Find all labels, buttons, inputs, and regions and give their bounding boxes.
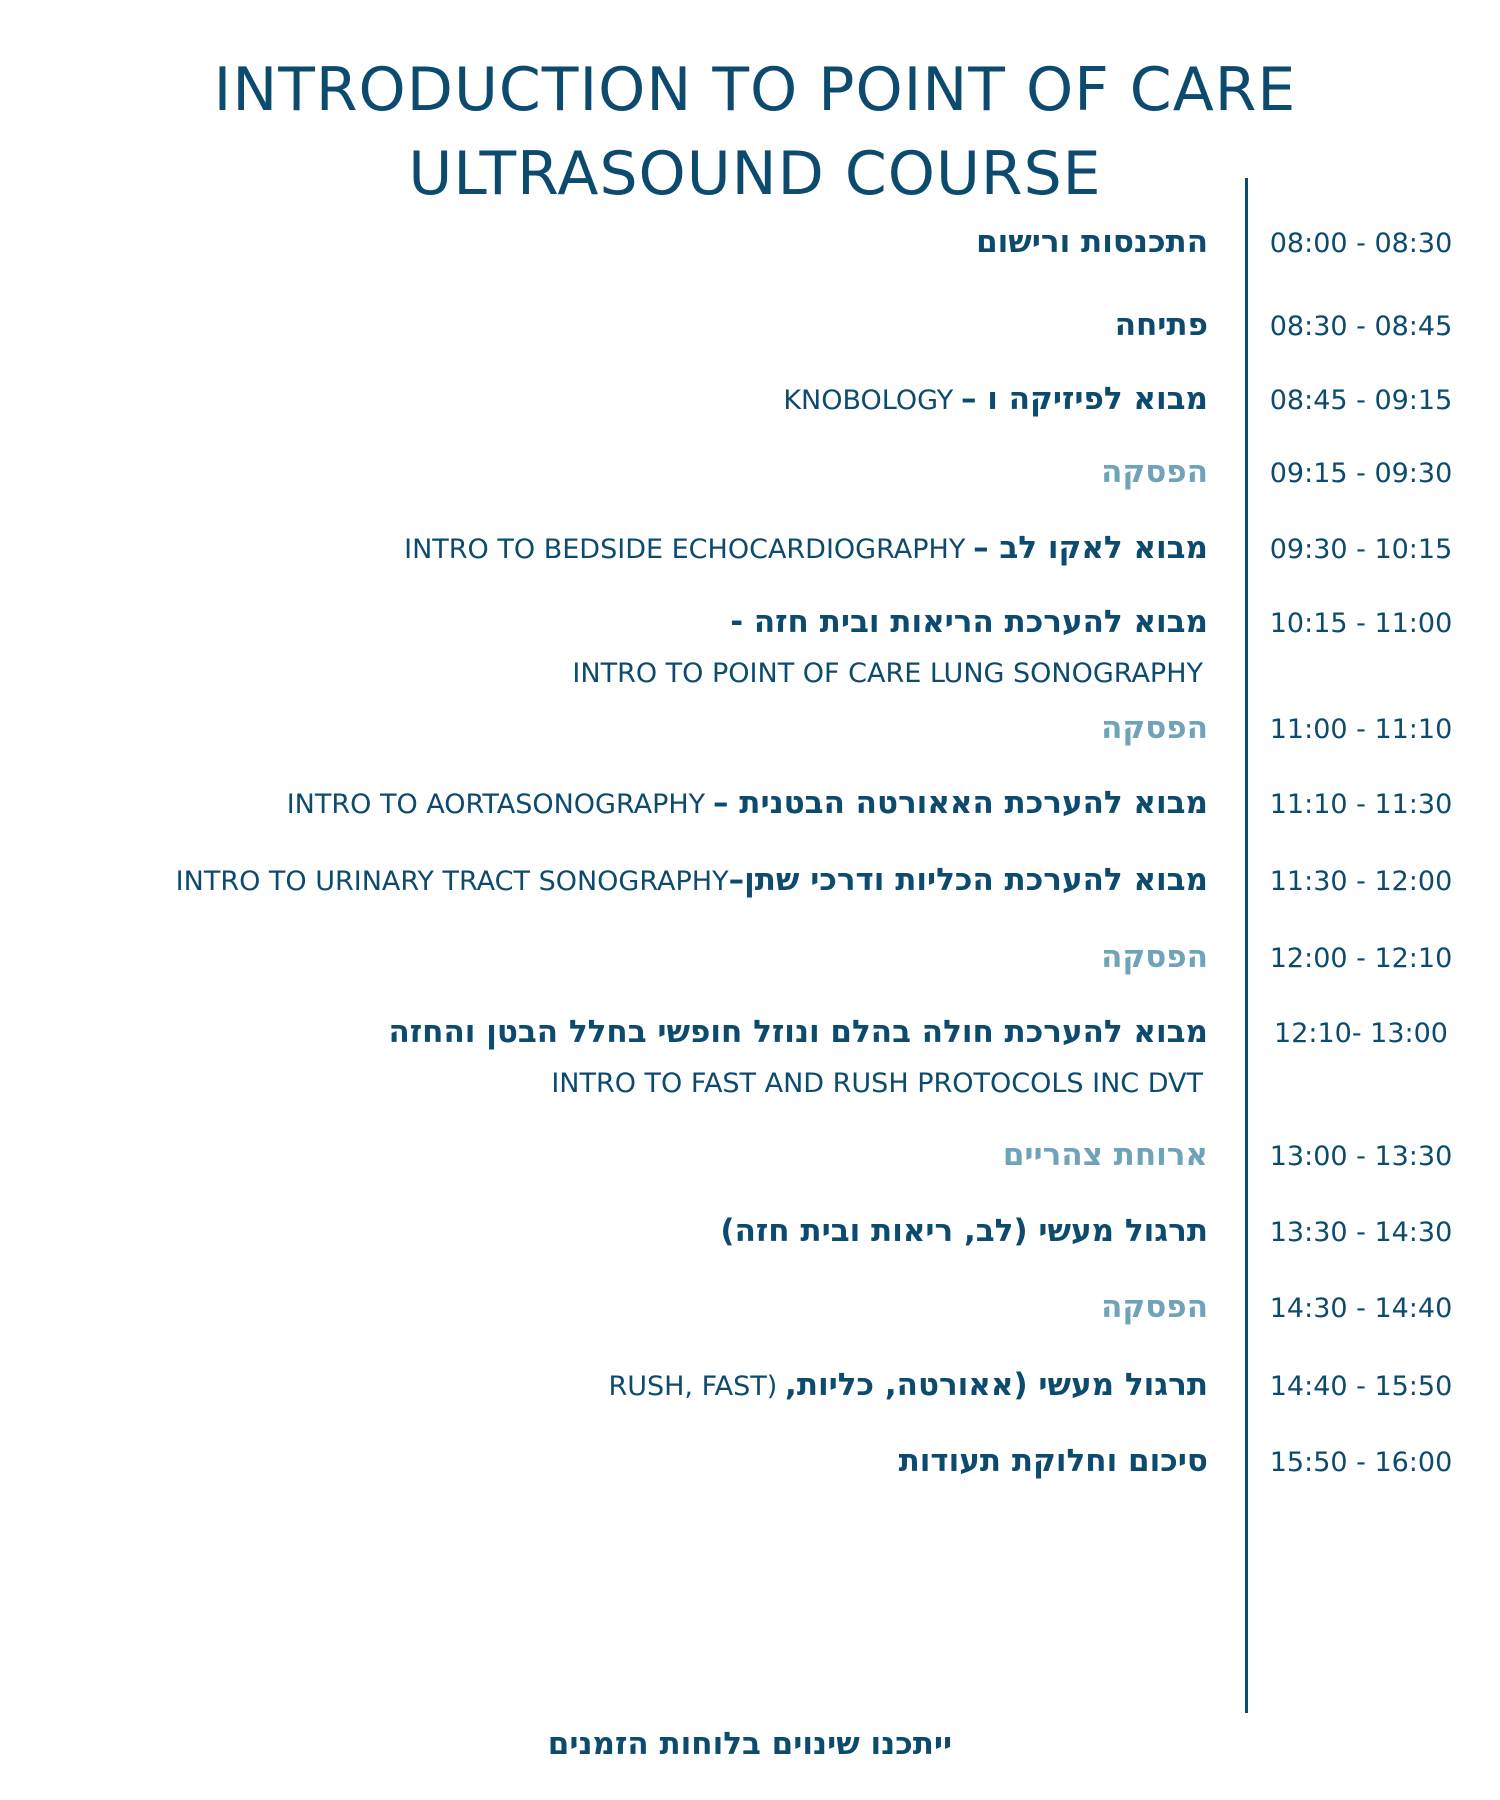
session-time: 13:30 - 14:30 bbox=[1269, 1217, 1453, 1248]
session-time: 09:15 - 09:30 bbox=[1269, 458, 1453, 489]
session-title: התכנסות ורישום bbox=[976, 224, 1208, 260]
timeline-divider bbox=[1245, 178, 1248, 1713]
session-time: 11:00 - 11:10 bbox=[1269, 714, 1453, 745]
title-line-1: INTRODUCTION TO POINT OF CARE bbox=[213, 55, 1297, 125]
session-title-he: מבוא לאקו לב – bbox=[973, 530, 1208, 566]
title-line-2: ULTRASOUND COURSE bbox=[408, 139, 1102, 209]
session-time: 11:10 - 11:30 bbox=[1269, 789, 1453, 820]
session-title bbox=[287, 783, 1208, 825]
session-time: 11:30 - 12:00 bbox=[1269, 866, 1453, 897]
session-title-en: INTRO TO BEDSIDE ECHOCARDIOGRAPHY bbox=[404, 534, 966, 565]
break-label: הפסקה bbox=[1101, 454, 1208, 490]
session-title: מבוא להערכת הריאות ובית חזה - bbox=[730, 604, 1208, 640]
session-time: 10:15 - 11:00 bbox=[1269, 608, 1453, 639]
break-label: ארוחת צהריים bbox=[1002, 1137, 1208, 1173]
schedule-disclaimer: ייתכנו שינוים בלוחות הזמנים bbox=[547, 1726, 953, 1762]
session-time: 13:00 - 13:30 bbox=[1269, 1141, 1453, 1172]
session-time: 08:00 - 08:30 bbox=[1269, 228, 1453, 259]
session-time: 14:30 - 14:40 bbox=[1269, 1293, 1453, 1324]
break-label: הפסקה bbox=[1101, 710, 1208, 746]
session-title-he: מבוא להערכת האאורטה הבטנית – bbox=[712, 785, 1208, 821]
session-time: 09:30 - 10:15 bbox=[1269, 534, 1453, 565]
break-label: הפסקה bbox=[1101, 1289, 1208, 1325]
session-subtitle: INTRO TO POINT OF CARE LUNG SONOGRAPHY bbox=[572, 658, 1203, 689]
session-title-he: מבוא לפיזיקה ו – bbox=[960, 381, 1208, 417]
break-label: הפסקה bbox=[1101, 939, 1208, 975]
session-title-he: מבוא להערכת הכליות ודרכי שתן– bbox=[728, 862, 1208, 898]
session-title-en: INTRO TO AORTASONOGRAPHY bbox=[286, 789, 706, 820]
session-title bbox=[783, 379, 1208, 421]
session-time: 08:30 - 08:45 bbox=[1269, 311, 1453, 342]
session-title bbox=[176, 860, 1208, 902]
session-title-en: RUSH, FAST) bbox=[608, 1371, 778, 1402]
session-title-he: תרגול מעשי (אאורטה, כליות, bbox=[785, 1367, 1208, 1403]
session-title-en: INTRO TO URINARY TRACT SONOGRAPHY bbox=[175, 866, 729, 897]
session-time: 12:00 - 12:10 bbox=[1269, 943, 1453, 974]
session-time: 14:40 - 15:50 bbox=[1269, 1371, 1453, 1402]
session-title bbox=[404, 528, 1208, 570]
page-title bbox=[0, 48, 1500, 216]
session-time: 08:45 - 09:15 bbox=[1269, 385, 1453, 416]
session-time: 12:10- 13:00 bbox=[1274, 1018, 1448, 1049]
session-title: סיכום וחלוקת תעודות bbox=[898, 1443, 1208, 1479]
session-time: 15:50 - 16:00 bbox=[1269, 1447, 1453, 1478]
session-title bbox=[608, 1365, 1208, 1407]
session-title: תרגול מעשי (לב, ריאות ובית חזה) bbox=[720, 1213, 1208, 1249]
session-subtitle: INTRO TO FAST AND RUSH PROTOCOLS INC DVT bbox=[551, 1068, 1203, 1099]
session-title: פתיחה bbox=[1114, 307, 1208, 343]
session-title-en: KNOBOLOGY bbox=[783, 385, 954, 416]
session-title: מבוא להערכת חולה בהלם ונוזל חופשי בחלל הבטן והחזה bbox=[388, 1014, 1208, 1050]
